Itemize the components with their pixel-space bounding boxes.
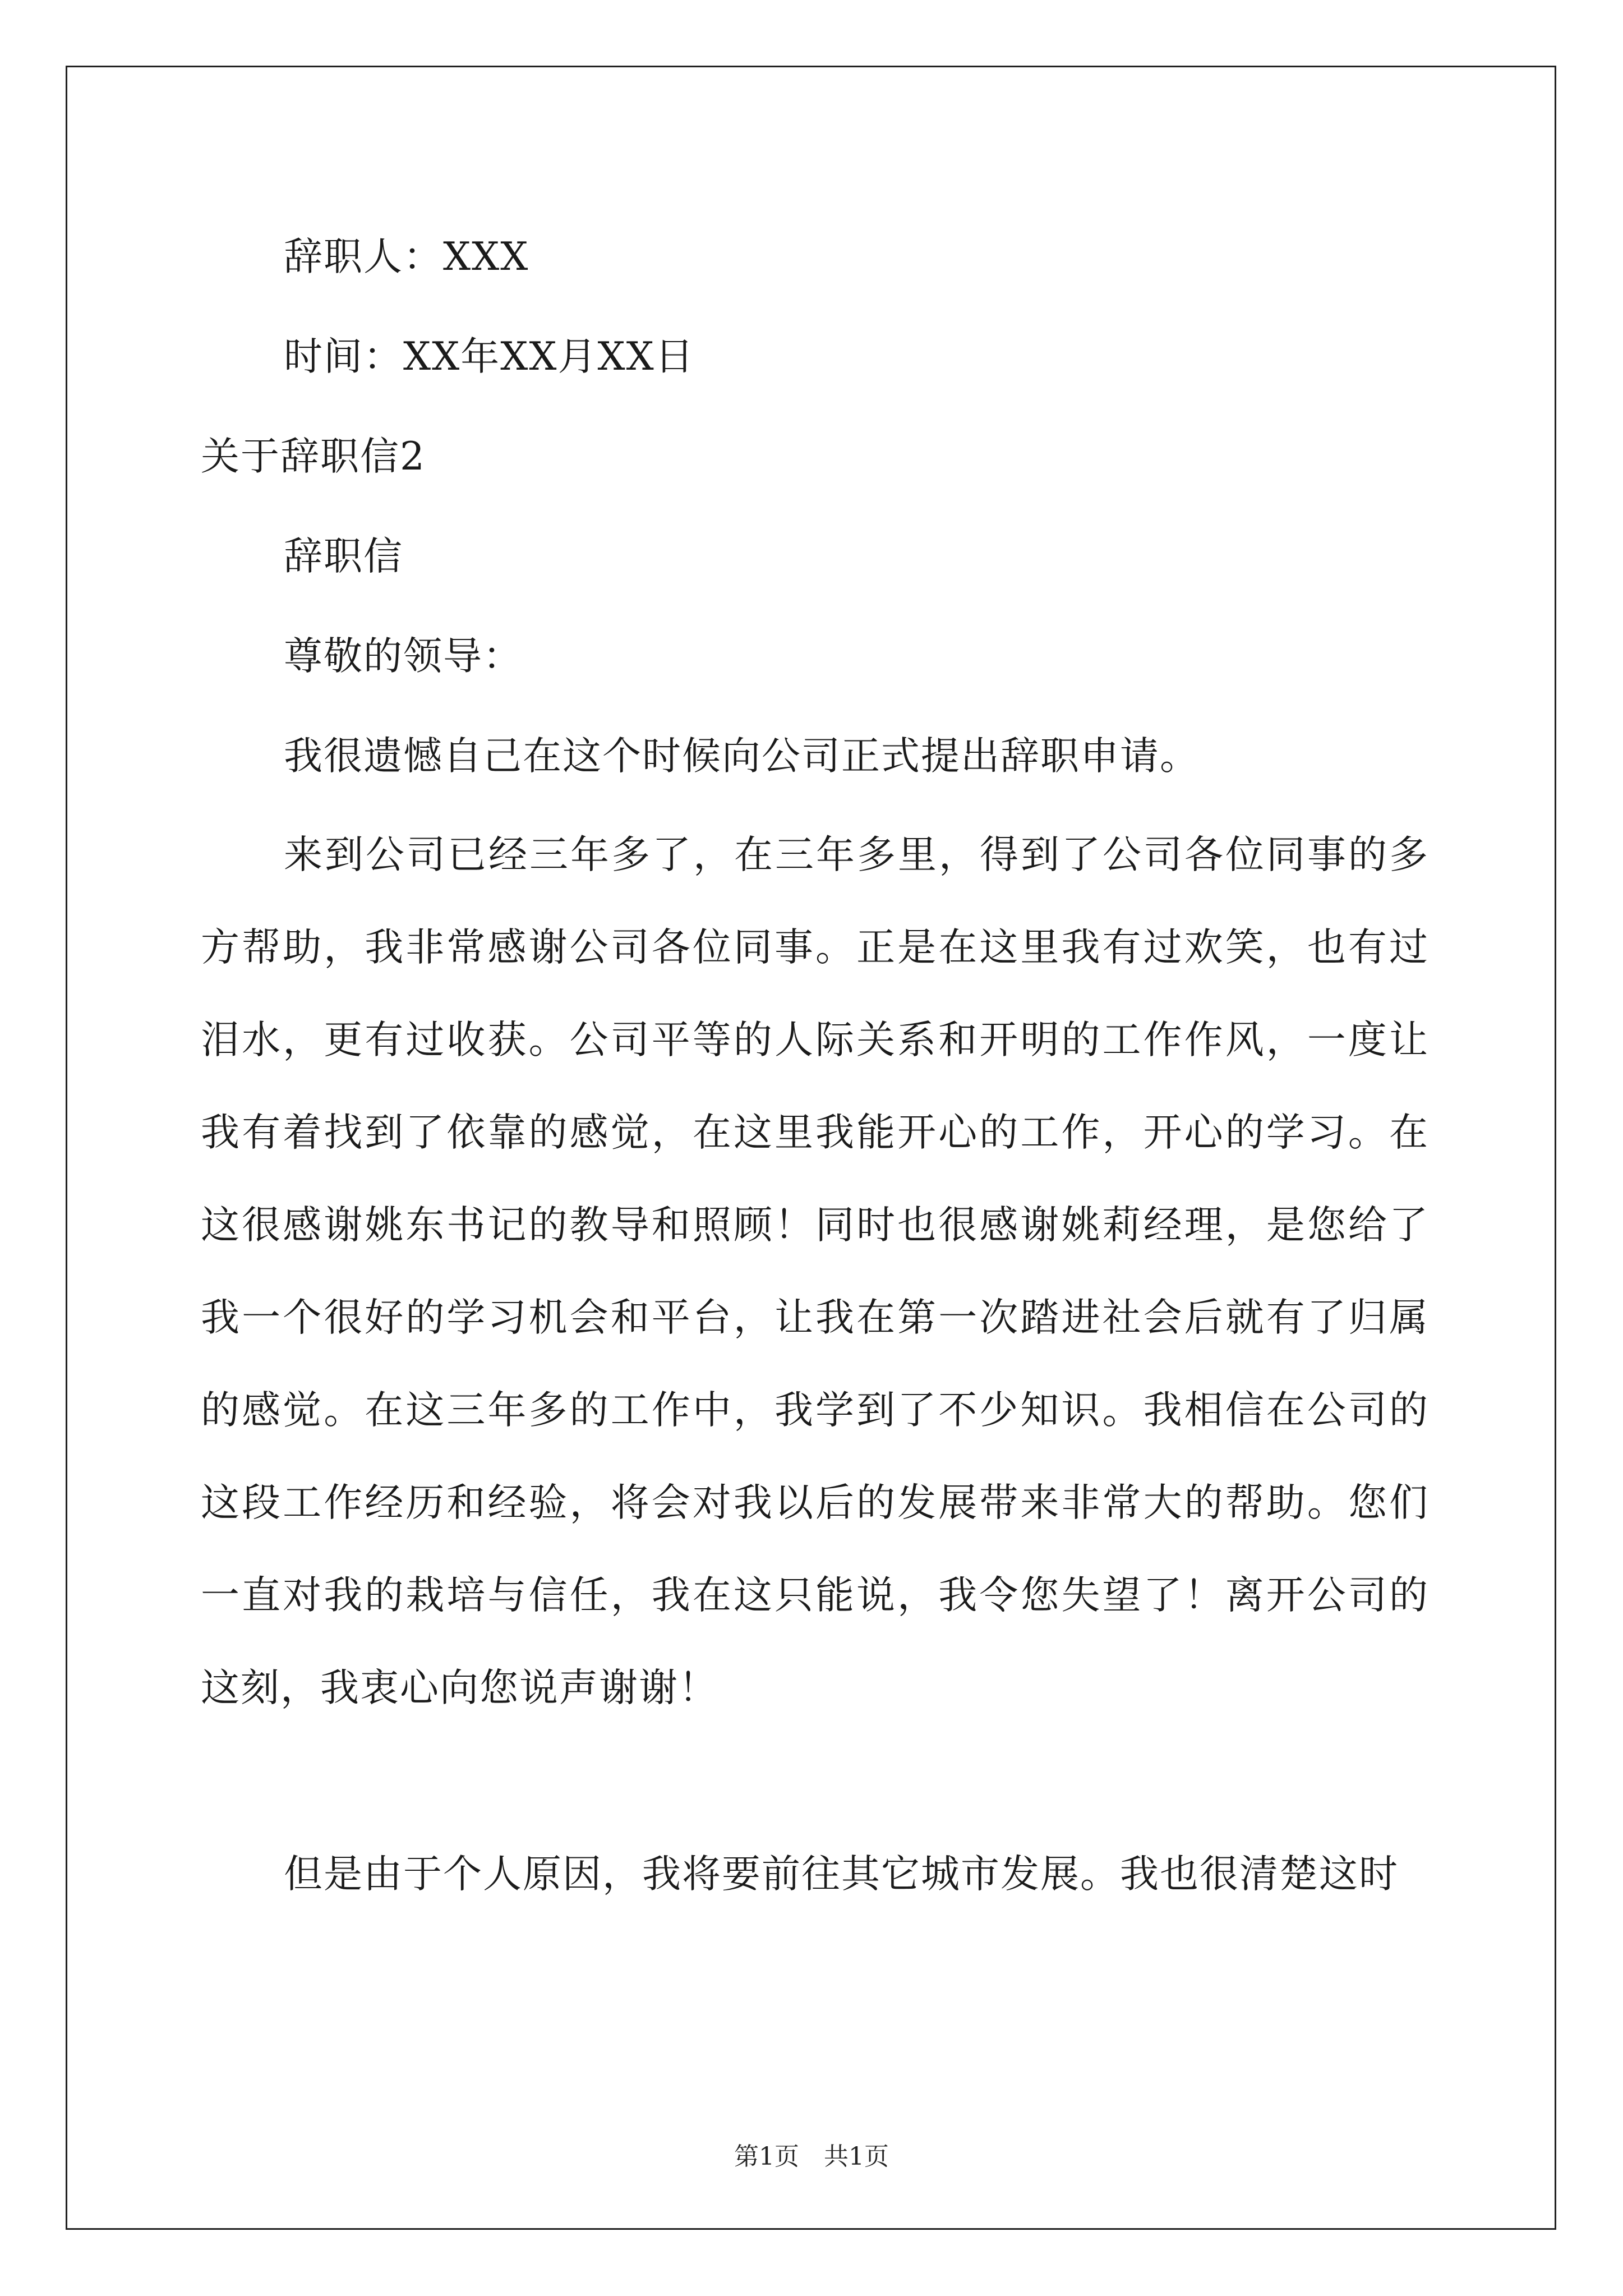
section-heading: 关于辞职信2 xyxy=(201,434,426,479)
page-footer: 第1页 共1页 xyxy=(734,2142,889,2171)
signatory-line: 辞职人：XXX xyxy=(284,234,529,279)
salutation: 尊敬的领导： xyxy=(284,634,523,679)
paragraph-reason: 但是由于个人原因，我将要前往其它城市发展。我也很清楚这时 xyxy=(284,1852,1399,1897)
paragraph-intro: 我很遗憾自己在这个时候向公司正式提出辞职申请。 xyxy=(284,734,1200,779)
paragraph-body: 来到公司已经三年多了，在三年多里，得到了公司各位同事的多方帮助，我非常感谢公司各位同事。正是在这里我有过欢笑，也有过泪水，更有过收获。公司平等的人际关系和开明的工作作风，一度让我有着找到了依靠的感觉，在这里我能开心的工作，开心的学习。在这很感谢姚东书记的教导和照顾！同时也很感谢姚莉经理，是您给了我一个很好的学习机会和平台，让我在第一次踏进社会后就有了归属的感觉。在这三年多的工作中，我学到了不少知识。我相信在公司的这段工作经历和经验，将会对我以后的发展带来非常大的帮助。您们一直对我的栽培与信任，我在这只能说，我令您失望了！离开公司的这刻，我衷心向您说声谢谢！ xyxy=(201,832,1429,1710)
date-line: 时间：XX年XX月XX日 xyxy=(284,334,695,379)
letter-title: 辞职信 xyxy=(284,534,403,579)
